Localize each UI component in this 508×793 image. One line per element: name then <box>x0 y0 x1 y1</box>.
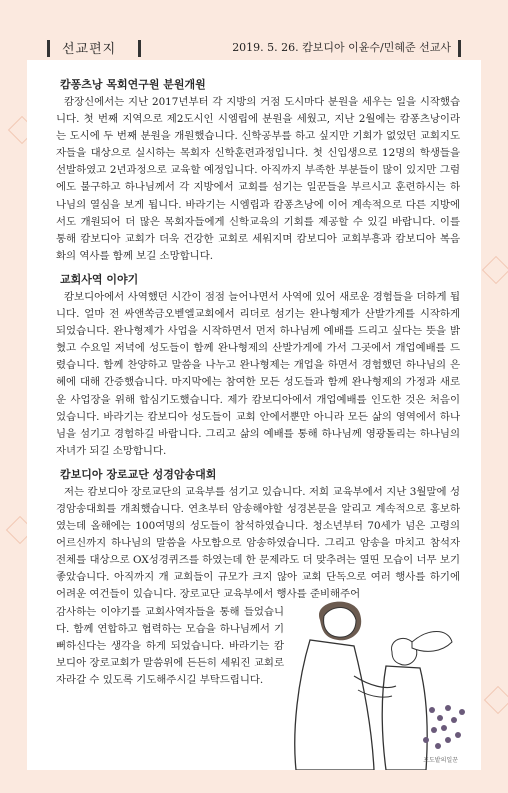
section-title: 캄보디아 장로교단 성경암송대회 <box>60 467 217 481</box>
section-paragraph: 캄보디아에서 사역했던 시간이 점점 늘어나면서 사역에 있어 새로운 경험들을 더하게 됩니다. 얼마 전 싸앤쏙금오벧엘교회에서 리더로 섬기는 완나형제가 산발가게를 시작하게 되었습니다. 완나형제가 사업을 시작하면서 먼저 하나님께 예배를 드리고 싶다는 뜻을 밝혔고 수요일 저녁에 성도들이 함께 완나형제의 산발가게에 가서 그곳에서 개업예배를 드렸습니다. 함께 찬양하고 말씀을 나누고 완나형제는 개업을 하면서 경험했던 하나님의 은혜에 대해 간증했습니다. 마지막에는 참여한 모든 성도들과 함께 완나형제의 가정과 새로운 사업장을 위해 합심기도했습니다. 제가 캄보디아에서 개업예배를 인도한 것은 처음이었습니다. 바라기는 캄보디아 성도들이 교회 안에서뿐만 아니라 모든 삶의 영역에서 하나님을 섬기고 경험하길 바랍니다. 그리고 삶의 예배를 통해 하나님께 영광돌리는 하나님의 자녀가 되길 소망합니다. <box>56 290 460 457</box>
header-bar-right <box>458 40 461 57</box>
section-title: 교회사역 이야기 <box>60 272 139 286</box>
decor-shape <box>484 686 508 714</box>
section-paragraph: 저는 캄보디아 장로교단의 교육부를 섬기고 있습니다. 저희 교육부에서 지난 3월말에 성경암송대회를 개최했습니다. 연초부터 암송해야할 성경본문을 알리고 계속적으로 홍보하였는데 올해에는 100여명의 성도들이 참석하였습니다. 청소년부터 70세가 넘은 고령의 어르신까지 하나님의 말씀을 사모함으로 암송하였습니다. 그리고 암송을 마치고 참석자 전체를 대상으로 OX성경퀴즈를 하였는데 한 문제라도 더 맞추려는 열띤 모습이 너무 보기 좋았습니다. 아직까지 개 교회들이 규모가 크지 않아 교회 단독으로 여러 행사를 하기에 어려운 여건들이 있습니다. 장로교단 교육부에서 행사를 준비해주어 <box>56 485 460 601</box>
page-header <box>0 0 508 60</box>
section-paragraph-narrow: 감사하는 이야기를 교회사역자들을 통해 들었습니다. 함께 연합하고 협력하는 모습을 하나님께서 기뻐하신다는 생각을 하게 되었습니다. 바라기는 캄보디아 장로교회가 말씀위에 든든히 세워진 교회로 자라갈 수 있도록 기도해주시길 부탁드립니다. <box>56 605 284 686</box>
jesus-child-illustration <box>262 590 476 770</box>
header-bar-left <box>47 40 50 57</box>
section-label: 선교편지 <box>62 42 117 57</box>
section-paragraph: 캄장신에서는 지난 2017년부터 각 지방의 거점 도시마다 분원을 세우는 일을 시작했습니다. 첫 번째 지역으로 제2도시인 시엠립에 분원을 세웠고, 지난 2월에는 캄퐁츠낭이라는 도시에 두 번째 분원을 개원했습니다. 신학공부를 하고 싶지만 기회가 없었던 교회지도자들을 대상으로 실시하는 목회자 신학훈련과정입니다. 첫 신입생으로 12명의 학생들을 선발하였고 2년과정으로 교육할 예정입니다. 아직까지 부족한 부분들이 많이 있지만 그럼에도 불구하고 하나님께서 각 지방에서 교회를 섬기는 일꾼들을 부르시고 훈련하시는 하나님의 열심을 보게 됩니다. 바라기는 시엠립과 캄퐁츠낭에 이어 계속적으로 다른 지방에서도 개원되어 더 많은 목회자들에게 신학교육의 기회를 제공할 수 있길 바랍니다. 이를 통해 캄보디아 교회가 더욱 건강한 교회로 세워지며 캄보디아 교회부흥과 캄보디아 복음화의 역사를 함께 보길 소망합니다. <box>56 96 460 262</box>
letter-info: 2019. 5. 26. 캄보디아 이윤수/민혜준 선교사 <box>232 41 451 54</box>
header-bar-mid <box>138 40 141 57</box>
decor-shape <box>482 256 508 284</box>
illustration-signature: 포도밭의일꾼 <box>423 757 458 764</box>
section-title: 캄퐁츠낭 목회연구원 분원개원 <box>60 78 206 91</box>
